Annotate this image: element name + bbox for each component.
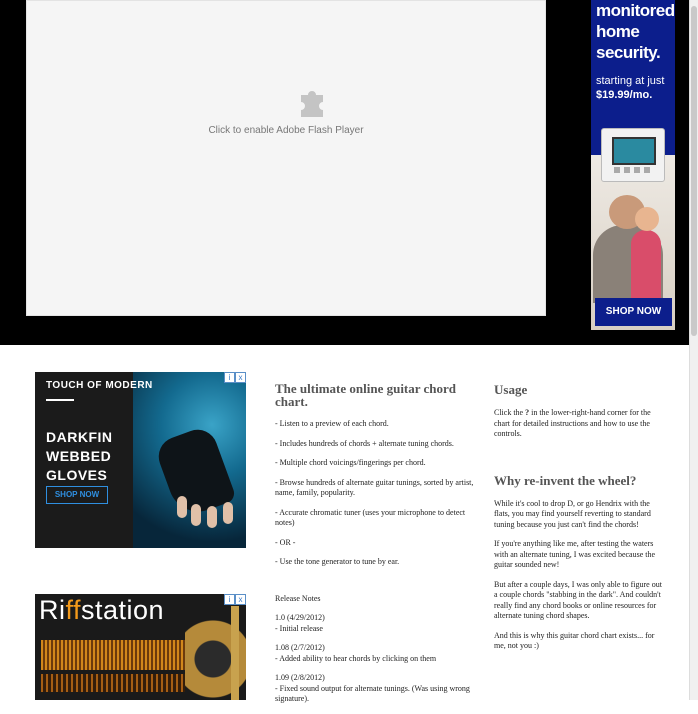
ad-product-title: DARKFIN WEBBED GLOVES	[46, 429, 113, 483]
riffstation-logo: Riffstation	[39, 595, 165, 625]
ad-close-icon[interactable]: x	[235, 372, 246, 383]
scrollbar-thumb[interactable]	[691, 6, 697, 336]
feature-item: - Browse hundreds of alternate guitar tunings, sorted by artist, name, family, popularity.	[275, 477, 474, 497]
adchoices-info-icon[interactable]: i	[224, 372, 235, 383]
feature-item: - Use the tone generator to tune by ear.	[275, 557, 400, 566]
main-description	[275, 382, 475, 714]
price-value: $19.99/mo.	[596, 89, 653, 101]
usage-heading: Usage	[494, 382, 528, 397]
why-paragraph: And this is why this guitar chord chart exists... for me, not you :)	[494, 630, 655, 650]
feature-item: - Accurate chromatic tuner (uses your microphone to detect notes)	[275, 507, 466, 527]
flash-player-placeholder[interactable]	[26, 0, 546, 316]
guitar-neck-image	[231, 606, 239, 700]
child-figure	[631, 230, 661, 300]
adchoices-controls-riff[interactable]	[224, 594, 246, 605]
security-panel-image	[601, 128, 665, 182]
usage-text: Click the ? in the lower-right-hand corner for the chart for detailed instructions and how to use the controls.	[494, 408, 651, 438]
security-ad-price	[596, 74, 675, 102]
why-paragraph: While it's cool to drop D, or go Hendrix with the flats, you may find yourself reverting to standard tuning because you just can't find the chords!	[494, 498, 651, 529]
glove-fingers	[177, 492, 237, 532]
puzzle-piece-icon	[295, 85, 329, 119]
waveform-graphic	[41, 640, 186, 670]
ad-shop-now-button[interactable]: SHOP NOW	[46, 486, 108, 504]
adchoices-controls[interactable]	[224, 372, 246, 383]
why-paragraph: If you're anything like me, after testing the waters with an alternate tuning, I was excited because the guitar sounded new!	[494, 539, 656, 569]
child-head	[635, 207, 659, 231]
security-ad-headline: monitored home security.	[596, 1, 675, 62]
page-scrollbar[interactable]	[689, 0, 698, 700]
feature-item: - Listen to a preview of each chord.	[275, 419, 389, 428]
touch-of-modern-ad[interactable]	[35, 372, 246, 548]
panel-buttons	[614, 167, 650, 173]
release-entry: 1.09 (2/8/2012) - Fixed sound output for alternate tunings. (Was using wrong signature).	[275, 673, 470, 703]
panel-screen	[612, 137, 656, 165]
side-info	[494, 383, 666, 661]
release-entry: 1.08 (2/7/2012) - Added ability to hear chords by clicking on them	[275, 643, 437, 663]
ad-brand-name: TOUCH OF MODERN	[46, 380, 153, 391]
security-shop-now-button[interactable]: SHOP NOW	[595, 298, 672, 326]
feature-item: - Multiple chord voicings/fingerings per chord.	[275, 458, 426, 467]
release-entry: 1.0 (4/29/2012) - Initial release	[275, 613, 325, 633]
page-title: The ultimate online guitar chord chart.	[275, 381, 457, 409]
why-paragraph: But after a couple days, I was only able to figure out a couple chords "stabbing in the dark". And couldn't really find any chord books or online resources for alternate tuning chord shapes.	[494, 579, 662, 620]
ad-close-icon[interactable]: x	[235, 594, 246, 605]
flash-enable-message[interactable]: Click to enable Adobe Flash Player	[208, 125, 364, 136]
waveform-graphic-lower	[41, 674, 186, 692]
brand-divider	[46, 399, 74, 401]
feature-item: - OR -	[275, 537, 296, 547]
why-heading: Why re-invent the wheel?	[494, 472, 637, 488]
release-notes-heading: Release Notes	[275, 593, 321, 603]
home-security-ad[interactable]	[591, 0, 675, 330]
feature-item: - Includes hundreds of chords + alternate tuning chords.	[275, 438, 454, 448]
price-prefix: starting at just	[596, 75, 665, 87]
adchoices-info-icon[interactable]: i	[224, 594, 235, 605]
riffstation-ad[interactable]	[35, 594, 246, 700]
